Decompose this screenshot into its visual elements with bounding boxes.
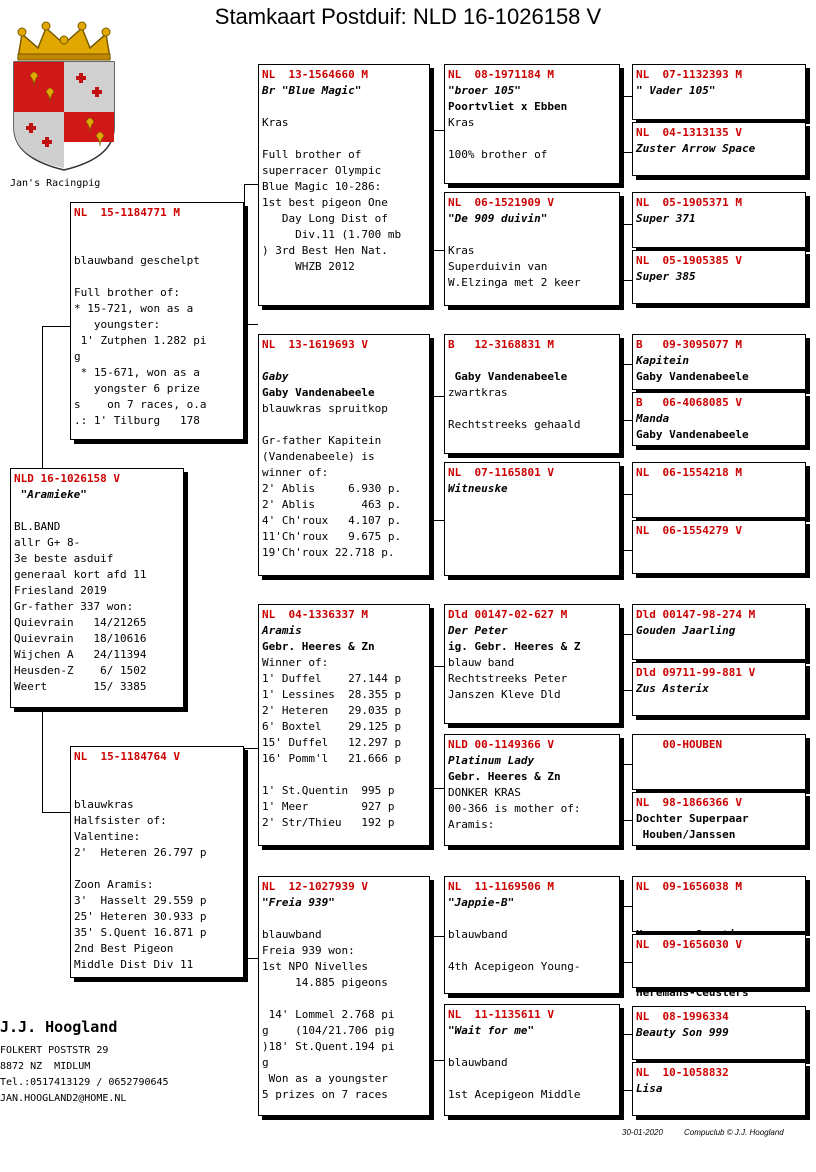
pedigree-line: 100% brother of — [448, 148, 548, 161]
pedigree-line: blauwband — [448, 928, 508, 941]
pigeon-card-g16 — [632, 1062, 806, 1116]
pedigree-line: 35' S.Quent 16.871 p — [74, 926, 207, 939]
pedigree-line — [448, 353, 616, 369]
pedigree-line: 1' Lessines 28.355 p — [262, 688, 402, 701]
pedigree-line — [448, 131, 616, 147]
pedigree-line: Halfsister of: — [74, 814, 167, 827]
pedigree-line: (Vandenabeele) is — [262, 450, 375, 463]
ring-number: NL 10-1058832 — [636, 1066, 729, 1079]
pedigree-line: 6' Boxtel 29.125 p — [262, 720, 402, 733]
credit: Compuclub © J.J. Hoogland — [684, 1128, 784, 1137]
pigeon-card-g3 — [632, 192, 806, 248]
pedigree-line: 2' Heteren 29.035 p — [262, 704, 402, 717]
pedigree-line: 5 prizes on 7 races — [262, 1088, 388, 1101]
pedigree-line: Kras — [262, 116, 289, 129]
ring-number: NL 04-1313135 V — [636, 126, 742, 139]
pedigree-line: Quievrain 14/21265 — [14, 616, 147, 629]
pedigree-line: 1st NPO Nivelles — [262, 960, 368, 973]
pigeon-card-g13 — [632, 876, 806, 932]
pedigree-line: Middle Dist Div 11 — [74, 958, 194, 971]
owner-address — [0, 1043, 169, 1107]
pedigree-line — [14, 503, 180, 519]
pedigree-line: 14' Lommel 2.768 pi — [262, 1008, 395, 1021]
pedigree-line: blauwkras spruitkop — [262, 402, 388, 415]
pedigree-line: 3e beste asduif — [14, 552, 114, 565]
pigeon-card-g14 — [632, 934, 806, 999]
pigeon-card-sire-sire — [258, 64, 430, 306]
pedigree-line: Dochter Superpaar — [636, 812, 749, 825]
pigeon-card-dam-sire — [258, 604, 430, 846]
ring-number: NL 98-1866366 V — [636, 796, 742, 809]
pedigree-line: "Wait for me" — [448, 1024, 535, 1037]
pedigree-line: 14.885 pigeons — [262, 976, 388, 989]
pedigree-line: Heusden-Z 6/ 1502 — [14, 664, 147, 677]
pedigree-line: s on 7 races, o.a — [74, 398, 207, 411]
pedigree-line: blauw band — [448, 656, 515, 669]
pedigree-line: Gaby Vandenabeele — [636, 370, 749, 383]
pedigree-line: * 15-721, won as a — [74, 302, 194, 315]
pedigree-line: Witneuske — [448, 482, 508, 495]
pedigree-line — [262, 99, 426, 115]
pigeon-card-g8 — [632, 520, 806, 574]
pedigree-line: 4th Acepigeon Young- — [448, 960, 581, 973]
pedigree-line — [448, 1039, 616, 1055]
ring-number: NL 07-1165801 V — [448, 466, 554, 479]
ring-number: NL 06-1554279 V — [636, 524, 742, 537]
pedigree-line: Gaby — [262, 370, 289, 383]
ring-number: NL 05-1905371 M — [636, 196, 742, 209]
owner-name: J.J. Hoogland — [0, 1018, 118, 1036]
pedigree-line: Houben/Janssen — [636, 828, 736, 841]
ring-number: NL 11-1169506 M — [448, 880, 554, 893]
pigeon-card-g1 — [632, 64, 806, 120]
ring-number: Dld 00147-02-627 M — [448, 608, 568, 621]
pedigree-line: 1st Acepigeon Middle — [448, 1088, 581, 1101]
pedigree-line: g — [74, 350, 81, 363]
pigeon-card-g10 — [632, 662, 806, 716]
pigeon-card-g7 — [632, 462, 806, 518]
pedigree-line: Gaby Vandenabeele — [448, 370, 568, 383]
pedigree-line: Weert 15/ 3385 — [14, 680, 147, 693]
pigeon-card-g5 — [632, 334, 806, 390]
pedigree-line: Zuster Arrow Space — [636, 142, 756, 155]
pedigree-line: 19'Ch'roux 22.718 p. — [262, 546, 395, 559]
pedigree-line: "broer 105" — [448, 84, 521, 97]
pedigree-line: 2nd Best Pigeon — [74, 942, 174, 955]
pigeon-card-sire — [70, 202, 244, 440]
ring-number: NL 04-1336337 M — [262, 608, 368, 621]
pedigree-line: 3' Hasselt 29.559 p — [74, 894, 207, 907]
pedigree-line: "Freia 939" — [262, 896, 335, 909]
logo-caption: Jan's Racingpig — [10, 178, 101, 189]
pedigree-line — [262, 991, 426, 1007]
pedigree-line: BL.BAND — [14, 520, 61, 533]
pedigree-line: 2' Ablis 463 p. — [262, 498, 402, 511]
pedigree-line: Heremans-Ceusters — [636, 986, 749, 999]
ring-number: B 09-3095077 M — [636, 338, 742, 351]
pedigree-line: 1' Zutphen 1.282 pi — [74, 334, 207, 347]
address-line: 8872 NZ MIDLUM — [0, 1061, 91, 1072]
pedigree-line: Super 385 — [636, 270, 696, 283]
pedigree-line: blauwband geschelpt — [74, 254, 200, 267]
pigeon-card-ffm — [444, 192, 620, 306]
print-date: 30-01-2020 — [622, 1128, 663, 1137]
pigeon-card-g6 — [632, 392, 806, 446]
ring-number: NL 06-1521909 V — [448, 196, 554, 209]
pedigree-line: Poortvliet x Ebben — [448, 100, 568, 113]
pedigree-line: Janszen Kleve Dld — [448, 688, 561, 701]
pedigree-line — [74, 269, 240, 285]
pedigree-line — [262, 911, 426, 927]
pigeon-card-mmf — [444, 876, 620, 994]
pigeon-card-fmm — [444, 462, 620, 576]
logo — [8, 18, 120, 176]
pigeon-card-g9 — [632, 604, 806, 660]
pedigree-line: Manda — [636, 412, 670, 425]
pedigree-line — [262, 417, 426, 433]
pedigree-line: "Aramieke" — [14, 488, 87, 501]
ring-number: B 06-4068085 V — [636, 396, 742, 409]
pedigree-line — [74, 765, 240, 781]
pigeon-card-sire-dam — [258, 334, 430, 576]
pedigree-line: Kapitein — [636, 354, 689, 367]
pedigree-line — [448, 227, 616, 243]
pedigree-line: 2' Ablis 6.930 p. — [262, 482, 402, 495]
ring-number: NL 13-1564660 M — [262, 68, 368, 81]
pedigree-line: Zoon Aramis: — [74, 878, 154, 891]
pigeon-card-mmm — [444, 1004, 620, 1116]
pedigree-line: generaal kort afd 11 — [14, 568, 147, 581]
pedigree-line: Beauty Son 999 — [636, 1026, 729, 1039]
pedigree-line: Won as a youngster — [262, 1072, 388, 1085]
ring-number: NL 09-1656030 V — [636, 938, 742, 951]
pedigree-line: Div.11 (1.700 mb — [262, 228, 402, 241]
pedigree-line: Gebr. Heeres & Zn — [448, 770, 561, 783]
pedigree-line: Der Peter — [448, 624, 508, 637]
pedigree-line — [262, 131, 426, 147]
pedigree-line — [636, 895, 802, 911]
pedigree-line: blauwband — [448, 1056, 508, 1069]
address-line: Tel.:0517413129 / 0652790645 — [0, 1077, 169, 1088]
page-title: Stamkaart Postduif: NLD 16-1026158 V — [214, 4, 602, 29]
pedigree-line: Day Long Dist of — [262, 212, 388, 225]
pedigree-line: Wijchen A 24/11394 — [14, 648, 147, 661]
ring-number: B 12-3168831 M — [448, 338, 554, 351]
pedigree-line — [636, 969, 802, 985]
pedigree-line — [636, 911, 802, 927]
pedigree-line: blauwband — [262, 928, 322, 941]
pedigree-line: Gebr. Heeres & Zn — [262, 640, 375, 653]
ring-number: 00-HOUBEN — [636, 738, 723, 751]
address-line: JAN.HOOGLAND2@HOME.NL — [0, 1093, 127, 1104]
pigeon-card-main — [10, 468, 184, 708]
pigeon-card-mff — [444, 604, 620, 724]
pedigree-line — [74, 781, 240, 797]
pedigree-line: Winner of: — [262, 656, 329, 669]
pedigree-line: Gouden Jaarling — [636, 624, 736, 637]
ring-number: NLD 16-1026158 V — [14, 472, 120, 485]
pedigree-line: 2' Heteren 26.797 p — [74, 846, 207, 859]
pedigree-line: .: 1' Tilburg 178 — [74, 414, 200, 427]
ring-number: NL 09-1656038 M — [636, 880, 742, 893]
pedigree-line: Quievrain 18/10616 — [14, 632, 147, 645]
pedigree-line: Gaby Vandenabeele — [636, 428, 749, 441]
ring-number: NL 15-1184771 M — [74, 206, 180, 219]
pedigree-line: ) 3rd Best Hen Nat. — [262, 244, 388, 257]
pedigree-line: Kras — [448, 116, 475, 129]
pedigree-line — [74, 221, 240, 237]
pedigree-line: W.Elzinga met 2 keer — [448, 276, 581, 289]
pedigree-line: Aramis: — [448, 818, 495, 831]
pedigree-line: 1' St.Quentin 995 p — [262, 784, 395, 797]
pedigree-line: 16' Pomm'l 21.666 p — [262, 752, 402, 765]
pedigree-line: zwartkras — [448, 386, 508, 399]
pedigree-line: g (104/21.706 pig — [262, 1024, 395, 1037]
pedigree-line: 1' Meer 927 p — [262, 800, 395, 813]
pedigree-line: Valentine: — [74, 830, 141, 843]
pedigree-line: 4' Ch'roux 4.107 p. — [262, 514, 402, 527]
ring-number: Dld 00147-98-274 M — [636, 608, 756, 621]
pedigree-line: 11'Ch'roux 9.675 p. — [262, 530, 402, 543]
ring-number: NL 05-1905385 V — [636, 254, 742, 267]
crest-icon — [8, 18, 120, 176]
pedigree-line: 00-366 is mother of: — [448, 802, 581, 815]
ring-number: NL 08-1996334 — [636, 1010, 729, 1023]
pedigree-line: )18' St.Quent.194 pi — [262, 1040, 395, 1053]
pedigree-line — [74, 861, 240, 877]
pigeon-card-dam-dam — [258, 876, 430, 1116]
pedigree-line: Rechtstreeks Peter — [448, 672, 568, 685]
pedigree-line: 1' Duffel 27.144 p — [262, 672, 402, 685]
pedigree-line: Aramis — [262, 624, 302, 637]
pigeon-card-g15 — [632, 1006, 806, 1060]
pigeon-card-g12 — [632, 792, 806, 846]
pedigree-line: "De 909 duivin" — [448, 212, 548, 225]
pedigree-line: superracer Olympic — [262, 164, 382, 177]
pedigree-line: yongster 6 prize — [74, 382, 200, 395]
ring-number: NLD 00-1149366 V — [448, 738, 554, 751]
pedigree-line: Br "Blue Magic" — [262, 84, 362, 97]
pedigree-line: allr G+ 8- — [14, 536, 81, 549]
pedigree-line — [448, 911, 616, 927]
pedigree-line: Freia 939 won: — [262, 944, 355, 957]
ring-number: NL 06-1554218 M — [636, 466, 742, 479]
pigeon-card-mfm — [444, 734, 620, 846]
pedigree-line: Full brother of: — [74, 286, 180, 299]
pigeon-card-g11 — [632, 734, 806, 790]
pedigree-line — [636, 953, 802, 969]
pedigree-line: Gr-father Kapitein — [262, 434, 382, 447]
ring-number: NL 07-1132393 M — [636, 68, 742, 81]
pedigree-line: DONKER KRAS — [448, 786, 521, 799]
pigeon-card-g4 — [632, 250, 806, 304]
ring-number: NL 13-1619693 V — [262, 338, 368, 351]
pedigree-line: Kras — [448, 244, 475, 257]
pedigree-line: ig. Gebr. Heeres & Z — [448, 640, 581, 653]
pigeon-card-dam — [70, 746, 244, 978]
ring-number: NL 11-1135611 V — [448, 1008, 554, 1021]
pedigree-line — [448, 1071, 616, 1087]
pigeon-card-g2 — [632, 122, 806, 176]
pedigree-line — [262, 353, 426, 369]
pigeon-card-fmf — [444, 334, 620, 454]
ring-number: Dld 09711-99-881 V — [636, 666, 756, 679]
pedigree-line: 1st best pigeon One — [262, 196, 388, 209]
pedigree-line — [262, 767, 426, 783]
pedigree-line: youngster: — [74, 318, 161, 331]
pedigree-line: " Vader 105" — [636, 84, 716, 97]
pedigree-line: Super 371 — [636, 212, 696, 225]
pedigree-line: Rechtstreeks gehaald — [448, 418, 581, 431]
address-line: FOLKERT POSTSTR 29 — [0, 1045, 109, 1056]
ring-number: NL 08-1971184 M — [448, 68, 554, 81]
pedigree-line: Lisa — [636, 1082, 663, 1095]
pedigree-line: 15' Duffel 12.297 p — [262, 736, 402, 749]
pedigree-line: Friesland 2019 — [14, 584, 107, 597]
pedigree-line: Gr-father 337 won: — [14, 600, 134, 613]
pedigree-line: winner of: — [262, 466, 329, 479]
pedigree-line: 2' Str/Thieu 192 p — [262, 816, 395, 829]
ring-number: NL 15-1184764 V — [74, 750, 180, 763]
pedigree-line: 25' Heteren 30.933 p — [74, 910, 207, 923]
pedigree-line: "Jappie-B" — [448, 896, 515, 909]
pedigree-line: Full brother of — [262, 148, 362, 161]
pedigree-line: Platinum Lady — [448, 754, 535, 767]
pedigree-line: blauwkras — [74, 798, 134, 811]
pedigree-line — [448, 943, 616, 959]
pedigree-line: Gaby Vandenabeele — [262, 386, 375, 399]
pedigree-line: g — [262, 1056, 269, 1069]
pedigree-line: Zus Asterix — [636, 682, 709, 695]
pedigree-line: Blue Magic 10-286: — [262, 180, 382, 193]
pedigree-line: * 15-671, won as a — [74, 366, 200, 379]
pedigree-line — [74, 237, 240, 253]
pigeon-card-fff — [444, 64, 620, 184]
pedigree-line — [448, 401, 616, 417]
ring-number: NL 12-1027939 V — [262, 880, 368, 893]
pedigree-line: Superduivin van — [448, 260, 548, 273]
pedigree-line: WHZB 2012 — [262, 260, 355, 273]
